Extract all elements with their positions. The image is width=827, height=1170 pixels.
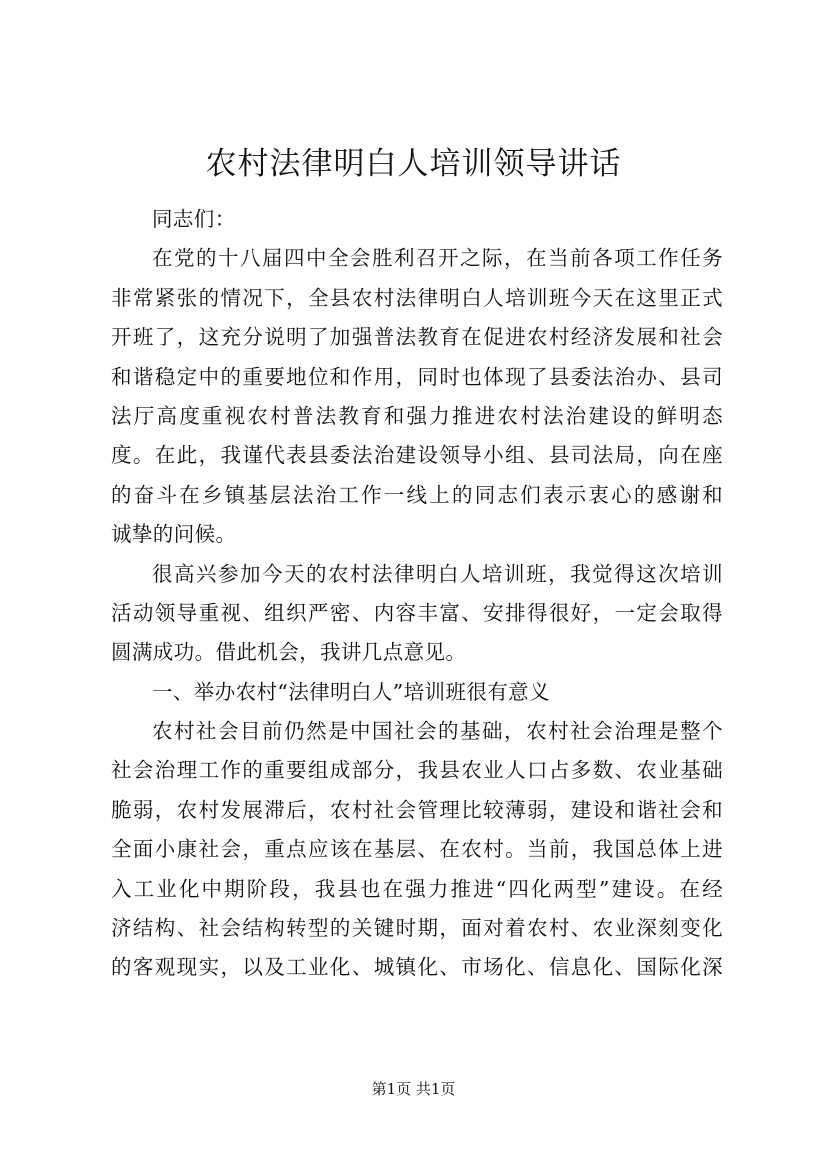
- document-body: [111, 200, 723, 988]
- body-line: 非常紧张的情况下，全县农村法律明白人培训班今天在这里正式: [111, 285, 723, 310]
- body-line: 农村社会目前仍然是中国社会的基础，农村社会治理是整个: [152, 719, 723, 744]
- body-line: 度。在此，我谨代表县委法治建设领导小组、县司法局，向在座: [111, 443, 723, 468]
- body-line: 在党的十八届四中全会胜利召开之际，在当前各项工作任务: [152, 246, 723, 271]
- body-line: 圆满成功。借此机会，我讲几点意见。: [111, 640, 467, 665]
- body-line: 和谐稳定中的重要地位和作用，同时也体现了县委法治办、县司: [111, 364, 723, 389]
- section-heading: 一、举办农村“法律明白人”培训班很有意义: [152, 679, 550, 704]
- body-line: 的奋斗在乡镇基层法治工作一线上的同志们表示衷心的感谢和: [111, 482, 723, 507]
- body-line: 入工业化中期阶段，我县也在强力推进“四化两型”建设。在经: [111, 876, 723, 901]
- body-line: 全面小康社会，重点应该在基层、在农村。当前，我国总体上进: [111, 837, 723, 862]
- body-line: 诚挚的问候。: [111, 522, 237, 547]
- body-line: 很高兴参加今天的农村法律明白人培训班，我觉得这次培训: [152, 561, 723, 586]
- body-line: 脆弱，农村发展滞后，农村社会管理比较薄弱，建设和谐社会和: [111, 797, 723, 822]
- body-line: 活动领导重视、组织严密、内容丰富、安排得很好，一定会取得: [111, 600, 723, 625]
- body-line: 社会治理工作的重要组成部分，我县农业人口占多数、农业基础: [111, 758, 723, 783]
- body-line: 济结构、社会结构转型的关键时期，面对着农村、农业深刻变化: [111, 916, 723, 941]
- body-line: 的客观现实，以及工业化、城镇化、市场化、信息化、国际化深: [111, 955, 723, 980]
- body-line: 开班了，这充分说明了加强普法教育在促进农村经济发展和社会: [111, 325, 723, 350]
- page-footer: 第1页 共1页: [371, 1080, 456, 1098]
- document-title: 农村法律明白人培训领导讲话: [205, 146, 622, 182]
- salutation-line: 同志们：: [152, 207, 236, 231]
- body-line: 法厅高度重视农村普法教育和强力推进农村法治建设的鲜明态: [111, 403, 723, 428]
